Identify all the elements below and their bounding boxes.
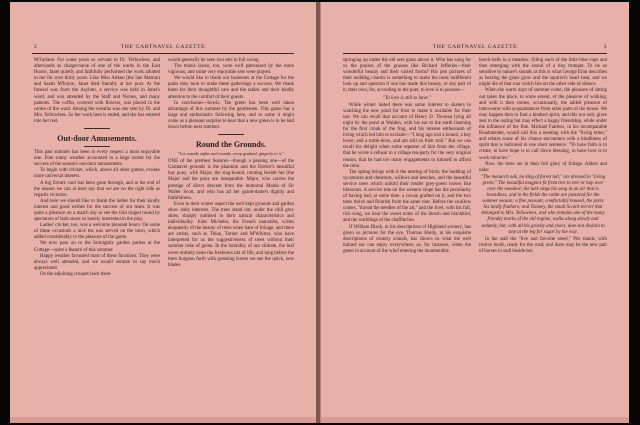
page-bottom-edge (321, 417, 629, 423)
left-running-title: THE GARTNAVEL GAZETTE. (120, 44, 208, 50)
paragraph: While winter lasted there was some interest to skaters in watching the new pond for frost to make it available for their use. We can recall that account of Henry D. Thoreau lying all night by the pond at Walden, with his ear to the earth listening for the first croak of the frog, and his intense enthusiasm of living which led him to exclaim—"I long ago lost a hound, a bay horse, and a turtle-dove, and am still on their trail." But we can recall his delight when some repeater of him from the village, that he wrote a refusal to a village tea-party for the very original reason, that he had too many engagements to himself to afford the time. (343, 102, 471, 169)
left-page (10, 2, 317, 423)
paragraph: Even in their winter aspect the well kept grounds and garden show daily interests. The trees stand out, under the chill grey skies, sharply outlined in their natural characteristics and individuality. Jules Michelet, the French naturalist, writes eloquently of the beauty of trees when bare of foliage, and there are artists, such as Titian, Turner and M'Whirter, who have interpreted for us the suggestiveness of trees without their summer robe of green. In the humidity of our climate, the leaf never entirely loses the freshness tint of life, and long before the trees burgeon forth with greening leaves we see the quick, new blades (168, 201, 294, 268)
paragraph: Ladies' cricket, too, was a welcome pleasant hours. On some of these occasions a nice tea was served on the lawn, which added considerably to the pleasure of the game. (34, 223, 160, 241)
paragraph: If William Black, in his descriptions of Highland scenery, has given us pictures for the eye, Thomas Hardy, in his exquisite descriptions of country sounds, has shown us what the well trained ear can enjoy everywhere, as, for instance, when the green in account of the wind entering the innumerable (343, 224, 471, 254)
quotation: "To love is still to have." (383, 95, 431, 101)
left-column-1 (34, 58, 160, 278)
paragraph: A big fixture card has been gone through, and at the end of the season we can at least say that we are on the right side as regards victories. (34, 180, 160, 198)
paragraph: beech-bells in a meadow, filling each of the little blue cups and then emerging with the sound of a tiny trumpet. To be so sensitive to nature's sounds as this is what George Eliot describes as hearing the grass grow and the squirrel's heart beat, and we might die of that roar which lies on the other side of silence. (479, 58, 607, 88)
section-epigraph: "Let outside sights and sounds, creep gradual, gingerly to it." (178, 151, 284, 157)
section-title-round-the-grounds: Round the Grounds. (196, 140, 266, 150)
paragraph: We would like to thank our hostesses at the Cottage for the pains they took to make these gatherings a success. We thank them for their thoughtful care and the tables and their kindly attention to the comfort of their guests. (168, 76, 294, 100)
paragraph: We now pass on to the fortnightly garden parties at the Cottage—quite a feature of this summer. (34, 241, 160, 253)
paragraph: would generally be seen two sets in full swing. (168, 58, 260, 63)
paragraph: In the stall the "live and favorite steed," Pitt stands, with restive hoofs, ready for the road; and there may be the new pair of horses in stall beside her. (479, 236, 607, 254)
magazine-spread (10, 2, 628, 423)
paragraph: M'Farlane. For some years as servant to Dr. Yellowlees, and afterwards as charge-nurse of one of the wards in the East House, Janet quietly and faithfully performed the work allotted to her for over thirty years. Like Miss Aitken (the late Matron) and Sarah M'Intyre, Janet died literally at her post. At the funeral was from the Asylum, a service was held in Janet's ward, and was attended by the Staff and Nurses, and many patients. The coffin, covered with flowers, was placed in the centre of the ward. Among the wreaths was one sent by Dr. and Mrs. Yellowlees. So her work here is ended, and she has entered into her rest. (34, 58, 160, 124)
section-title-outdoor-amusements: Out-door Amusements. (57, 134, 137, 144)
paragraph: Happy weather favoured most of these functions. They were always well attended, and we would venture to say much appreciated. (34, 253, 160, 271)
right-header-rule (343, 53, 607, 54)
divider (218, 134, 244, 135)
page-bottom-edge (10, 417, 316, 423)
paragraph: The tennis lawns, too, were well patronised by the more vigorous, and some very enjoyable sets were played. (168, 64, 294, 76)
right-column-2 (479, 58, 607, 255)
paragraph: springing up under the old sere grass above it. Who has sung for us the praises of the grasses like Richard Jefferies—their wonderful beauty and their varied forms? His pen pictures of their nodding charms is something to make the most indifferent look up and question if one has made this beauty, or any part of it, their own, for, according to the poet, to love is to possess— (343, 58, 471, 94)
right-running-title: THE GARTNAVEL GAZETTE. (432, 44, 520, 50)
right-page-number: 3 (603, 44, 607, 50)
paragraph: ONE of the prettiest features—though a passing one—of the Gartnavel grounds is the phantom and the Doctor's beautiful bay pony, with Major, the stag-hound, running beside her (the Major and the pony are inseparable. Major, who carries the prestige of direct descent from the immortal Maida of Sir Walter Scott, and who has all her grand-dame's dignity and faithfulness. (168, 159, 294, 201)
paragraph: And here we should like to thank the ladies for their kindly interest and good wishes for the success of our team. It was quite a pleasure on a match day to see the fold ringed round by spectators of both sexes so keenly interested in the play. (34, 198, 160, 223)
divider (84, 128, 110, 129)
left-page-number: 2 (34, 44, 38, 50)
quotation: "The monarch oak, no king of forest tall," are dressed in "living green." The beautiful magpies fit from tree to tree or hop over over the meadow; the lark sings his song in an air that is boundless; and in the fields the cattle are pastured for the summer season: a fine peasant, comfortably housed, the ports his lordly feathers; and Toomey, the small Scotch terrier that belonged to Mrs. Yellowlees, and who remains one of the many friendly marks of the old regime, walks along slowly and sedately, but, with all his gravity and years, does not disdain to step at the leg for sugar by the way. (480, 174, 606, 235)
paragraph: When the warm days of summer come, the pleasure of sitting out takes the place, to some extent, of the pleasure of walking, and with it then comes, occasionally, the added pleasure of intercourse with acquaintances from other parts of the house. We may happen then to find a kindred spirit, and this not only gives zest to the outing but may effect a happy friendship, while under the influence of the fine. Michael Fairless, in his incomparable Roadmender, would call this a meeting with the "living letter," and relates some of his chance encounters with a kindliness of spirit that is indicated in one short sentence: "To have faith is to create, to have hope is to call down blessing, to have love is to work miracles." (479, 88, 607, 161)
right-column-1 (343, 58, 471, 255)
right-page (320, 2, 629, 423)
paragraph: To begin with cricket, which, above all other games, evokes more universal interest. (34, 168, 160, 180)
left-header-rule (32, 53, 294, 54)
paragraph: This past summer has been in every respect a most enjoyable one. Fine sunny weather accounted to a large extent for the success of the season's out-door amusements. (34, 150, 160, 168)
paragraph: In conclusion—bowls. The green has been well taken advantage of this summer by the gentlemen. This game has a large and enthusiastic following here, and to some it might come as a pleasant surprise to hear that a new green is to be laid down before next summer. (168, 100, 294, 131)
divider (84, 146, 110, 147)
paragraph: On the adjoining croquet lawn there (40, 271, 111, 277)
left-column-2 (168, 58, 294, 269)
paragraph: Now, the trees are in their full glory of foliage. Alders and oaks: (479, 161, 607, 173)
paragraph: The spring brings with it the nesting of birds; the budding of sycamores and chestnuts, willows and beeches, and the beautiful service trees which unfold their tender grey-green leaves like blossoms. A service tree on the western slope has the peculiarity of having had, at some time, a rowan grafted on it, and the two trees thrive and flourish from the same root. Before the swallow comes, "thread the needles of the air," and the fowl, with his full, rich song, we hear the sweet notes of the thrush and blackbird, and the warblings of the chaffinches. (343, 169, 471, 224)
